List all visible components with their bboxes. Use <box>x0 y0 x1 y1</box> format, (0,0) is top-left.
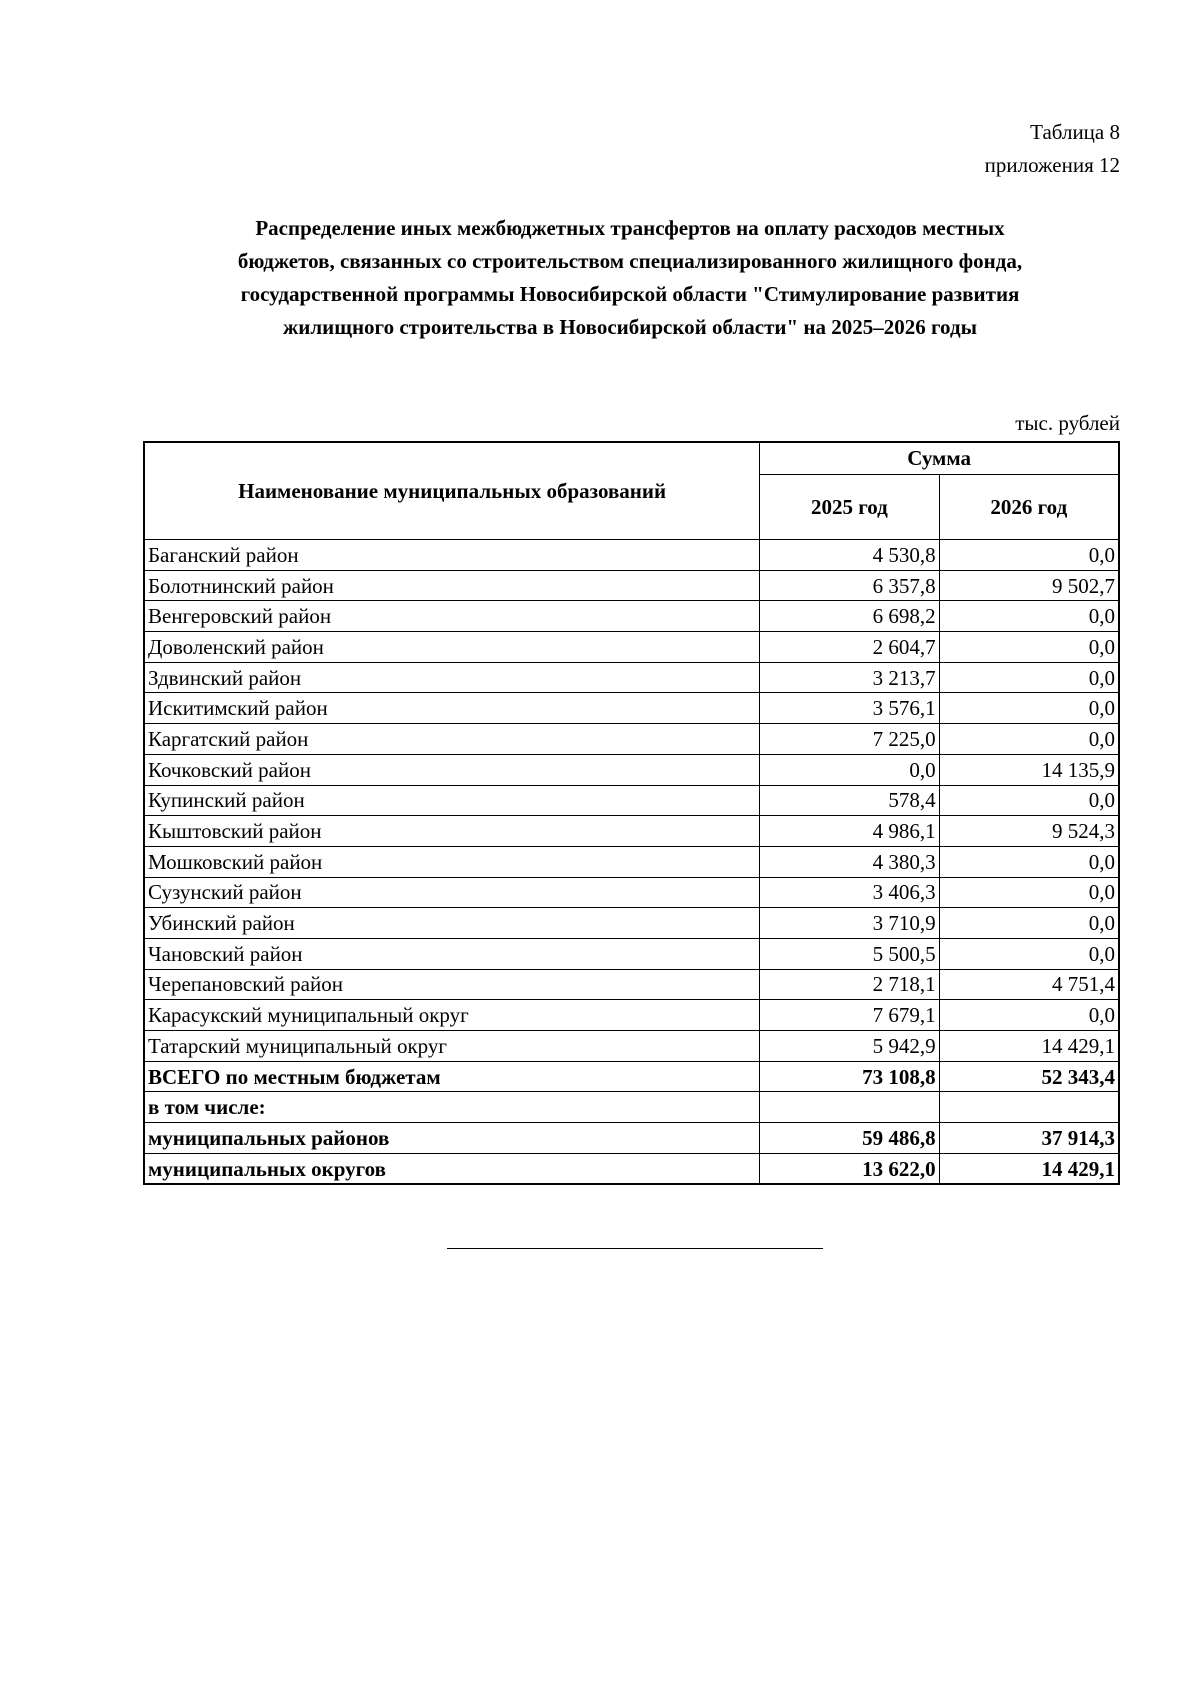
table-row <box>144 1000 1119 1031</box>
row-name: Искитимский район <box>144 693 760 724</box>
districts-row <box>144 1123 1119 1154</box>
row-2025: 0,0 <box>760 754 939 785</box>
row-2026: 0,0 <box>939 785 1119 816</box>
table-row <box>144 570 1119 601</box>
table-summary <box>144 1061 1119 1184</box>
title-line: Распределение иных межбюджетных трансфертов на оплату расходов местных <box>255 216 1005 240</box>
okrugs-2025: 13 622,0 <box>760 1153 939 1184</box>
header-2026: 2026 год <box>939 475 1119 540</box>
including-name: в том числе: <box>144 1092 760 1123</box>
row-2025: 5 942,9 <box>760 1031 939 1062</box>
row-name: Сузунский район <box>144 877 760 908</box>
table-row <box>144 938 1119 969</box>
title-line: жилищного строительства в Новосибирской области" на 2025–2026 годы <box>283 315 977 339</box>
table-row <box>144 785 1119 816</box>
okrugs-2026: 14 429,1 <box>939 1153 1119 1184</box>
title-line: государственной программы Новосибирской области "Стимулирование развития <box>240 282 1020 306</box>
row-name: Каргатский район <box>144 724 760 755</box>
okrugs-name: муниципальных округов <box>144 1153 760 1184</box>
table-row <box>144 908 1119 939</box>
row-name: Здвинский район <box>144 662 760 693</box>
row-name: Доволенский район <box>144 632 760 663</box>
table-row <box>144 754 1119 785</box>
including-row <box>144 1092 1119 1123</box>
row-2025: 578,4 <box>760 785 939 816</box>
row-name: Кыштовский район <box>144 816 760 847</box>
header-name: Наименование муниципальных образований <box>144 442 760 540</box>
header-2025: 2025 год <box>760 475 939 540</box>
row-2025: 4 530,8 <box>760 540 939 571</box>
including-2026 <box>939 1092 1119 1123</box>
row-2025: 3 576,1 <box>760 693 939 724</box>
table-row <box>144 632 1119 663</box>
row-2025: 5 500,5 <box>760 938 939 969</box>
row-name: Татарский муниципальный округ <box>144 1031 760 1062</box>
okrugs-row <box>144 1153 1119 1184</box>
total-2026: 52 343,4 <box>939 1061 1119 1092</box>
appendix-reference: приложения 12 <box>984 153 1120 177</box>
document-title <box>160 212 1100 344</box>
table-row <box>144 969 1119 1000</box>
table-row <box>144 877 1119 908</box>
table-row <box>144 724 1119 755</box>
row-2025: 3 406,3 <box>760 877 939 908</box>
row-2026: 0,0 <box>939 877 1119 908</box>
table-body <box>144 540 1119 1062</box>
closing-rule <box>447 1248 823 1249</box>
row-name: Чановский район <box>144 938 760 969</box>
table-row <box>144 693 1119 724</box>
table-row <box>144 816 1119 847</box>
row-2026: 9 502,7 <box>939 570 1119 601</box>
table-reference <box>985 116 1120 182</box>
row-2026: 0,0 <box>939 601 1119 632</box>
table-number: Таблица 8 <box>1030 120 1120 144</box>
row-2026: 0,0 <box>939 724 1119 755</box>
table-row <box>144 846 1119 877</box>
row-2025: 2 604,7 <box>760 632 939 663</box>
units-label: тыс. рублей <box>1015 411 1120 435</box>
header-sum: Сумма <box>760 442 1119 475</box>
title-line: бюджетов, связанных со строительством специализированного жилищного фонда, <box>237 249 1023 273</box>
row-name: Болотнинский район <box>144 570 760 601</box>
row-2026: 0,0 <box>939 540 1119 571</box>
districts-name: муниципальных районов <box>144 1123 760 1154</box>
row-2025: 3 213,7 <box>760 662 939 693</box>
row-2025: 6 698,2 <box>760 601 939 632</box>
total-name: ВСЕГО по местным бюджетам <box>144 1061 760 1092</box>
row-2026: 0,0 <box>939 1000 1119 1031</box>
row-2025: 7 225,0 <box>760 724 939 755</box>
table-row <box>144 601 1119 632</box>
table-row <box>144 1031 1119 1062</box>
total-row <box>144 1061 1119 1092</box>
table-row <box>144 540 1119 571</box>
row-2025: 4 380,3 <box>760 846 939 877</box>
row-name: Кочковский район <box>144 754 760 785</box>
districts-2026: 37 914,3 <box>939 1123 1119 1154</box>
row-name: Баганский район <box>144 540 760 571</box>
row-name: Купинский район <box>144 785 760 816</box>
row-2026: 0,0 <box>939 846 1119 877</box>
row-2026: 0,0 <box>939 908 1119 939</box>
row-2026: 14 429,1 <box>939 1031 1119 1062</box>
row-2025: 7 679,1 <box>760 1000 939 1031</box>
row-2026: 4 751,4 <box>939 969 1119 1000</box>
row-name: Убинский район <box>144 908 760 939</box>
row-2025: 4 986,1 <box>760 816 939 847</box>
row-2025: 6 357,8 <box>760 570 939 601</box>
row-name: Черепановский район <box>144 969 760 1000</box>
row-2026: 0,0 <box>939 938 1119 969</box>
row-2026: 14 135,9 <box>939 754 1119 785</box>
row-2026: 9 524,3 <box>939 816 1119 847</box>
row-2026: 0,0 <box>939 632 1119 663</box>
including-2025 <box>760 1092 939 1123</box>
transfers-table <box>143 441 1120 1185</box>
table-row <box>144 662 1119 693</box>
row-name: Венгеровский район <box>144 601 760 632</box>
row-name: Мошковский район <box>144 846 760 877</box>
row-2026: 0,0 <box>939 693 1119 724</box>
row-2025: 3 710,9 <box>760 908 939 939</box>
row-name: Карасукский муниципальный округ <box>144 1000 760 1031</box>
districts-2025: 59 486,8 <box>760 1123 939 1154</box>
row-2026: 0,0 <box>939 662 1119 693</box>
total-2025: 73 108,8 <box>760 1061 939 1092</box>
row-2025: 2 718,1 <box>760 969 939 1000</box>
